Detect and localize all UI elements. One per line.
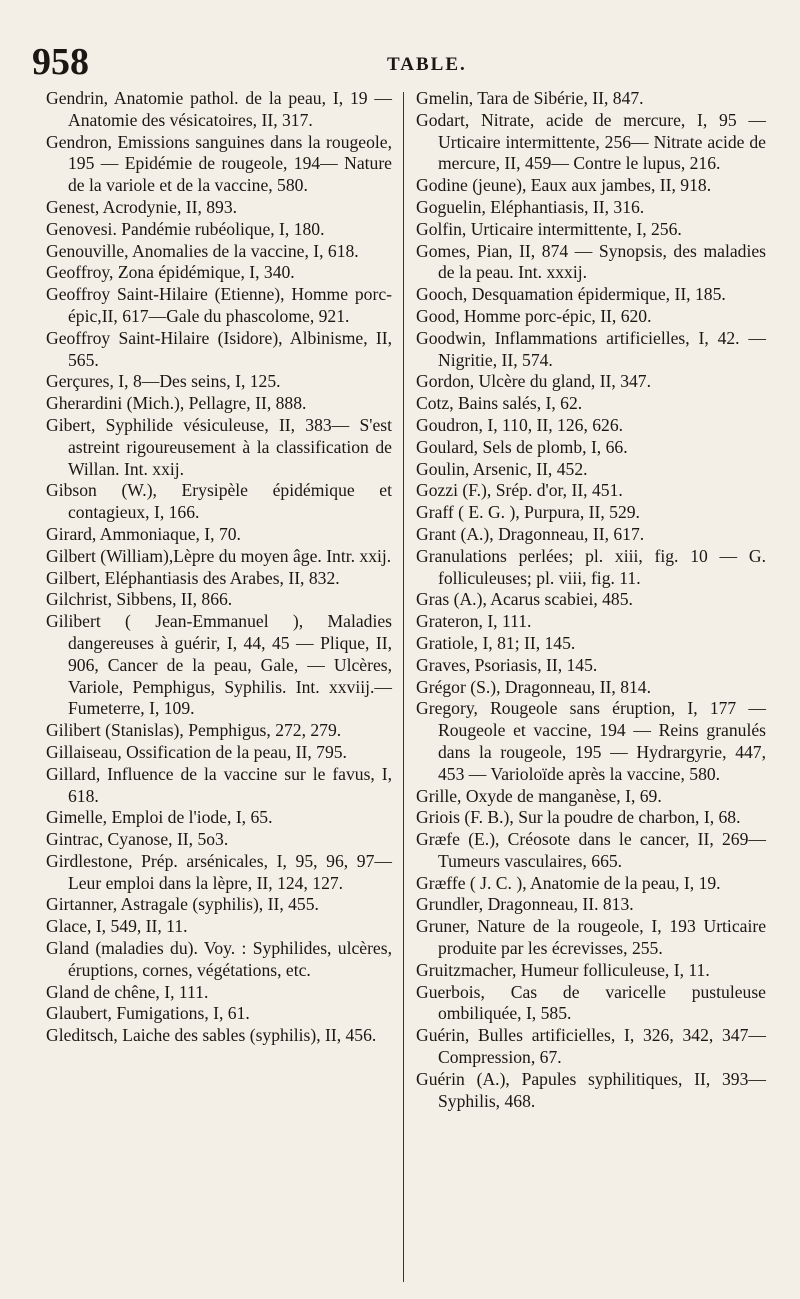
index-entry: Golfin, Urticaire intermittente, I, 256. — [416, 218, 682, 239]
index-entry: Gendron, Emissions sanguines dans la rougeole, 195 — Epidémie de rougeole, 194— Nature de la variole et de la vaccine, 580. — [46, 131, 392, 196]
index-entry: Grateron, I, 111. — [416, 611, 532, 632]
index-entry: Gooch, Desquamation épidermique, II, 185. — [416, 284, 726, 305]
index-entry: Gland de chêne, I, 111. — [46, 981, 209, 1002]
index-entry: Geoffroy, Zona épidémique, I, 340. — [46, 262, 295, 283]
index-entry: Goulin, Arsenic, II, 452. — [416, 458, 588, 479]
page-title: TABLE. — [387, 54, 467, 75]
index-entry: Græfe (E.), Créosote dans le cancer, II, 269—Tumeurs vasculaires, 665. — [416, 829, 766, 871]
index-entry: Genouville, Anomalies de la vaccine, I, 618. — [46, 240, 359, 261]
index-entry: Grundler, Dragonneau, II. 813. — [416, 894, 634, 915]
index-entry: Græffe ( J. C. ), Anatomie de la peau, I, 19. — [416, 872, 721, 893]
index-entry: Gras (A.), Acarus scabiei, 485. — [416, 589, 633, 610]
index-entry: Gintrac, Cyanose, II, 5o3. — [46, 829, 229, 850]
index-entry: Gilchrist, Sibbens, II, 866. — [46, 589, 233, 610]
index-entry: Grant (A.), Dragonneau, II, 617. — [416, 523, 645, 544]
left-column — [46, 88, 392, 1047]
index-entry: Gilibert (Stanislas), Pemphigus, 272, 279. — [46, 720, 342, 741]
index-entry: Glaubert, Fumigations, I, 61. — [46, 1003, 250, 1024]
index-entry: Genovesi. Pandémie rubéolique, I, 180. — [46, 218, 325, 239]
index-entry: Gibert, Syphilide vésiculeuse, II, 383— S'est astreint rigoureusement à la classification de Willan. Int. xxij. — [46, 414, 392, 479]
index-entry: Genest, Acrodynie, II, 893. — [46, 196, 238, 217]
index-entry: Gland (maladies du). Voy. : Syphilides, ulcères, éruptions, cornes, végétations, etc. — [46, 938, 392, 980]
index-entry: Gillard, Influence de la vaccine sur le favus, I, 618. — [46, 763, 392, 806]
index-entry: Girtanner, Astragale (syphilis), II, 455. — [46, 894, 319, 915]
right-column — [416, 88, 766, 1112]
index-entry: Griois (F. B.), Sur la poudre de charbon, I, 68. — [416, 807, 741, 828]
index-entry: Cotz, Bains salés, I, 62. — [416, 393, 583, 414]
index-entry: Girdlestone, Prép. arsénicales, I, 95, 96, 97—Leur emploi dans la lèpre, II, 124, 127. — [46, 850, 392, 893]
page-header — [32, 40, 772, 84]
index-entry: Gruner, Nature de la rougeole, I, 193 Urticaire produite par les écrevisses, 255. — [416, 916, 766, 959]
index-entry: Goguelin, Eléphantiasis, II, 316. — [416, 196, 645, 217]
index-entry: Gilibert ( Jean-Emmanuel ), Maladies dangereuses à guérir, I, 44, 45 — Plique, II, 906, Cancer de la peau, Gale, — Ulcères, Variole, Pemphigus, Syphilis. Int. xxviij.— Fumeterre, I, 109. — [46, 611, 392, 719]
index-entry: Gilbert (William),Lèpre du moyen âge. Intr. xxij. — [46, 545, 392, 566]
index-entry: Geoffroy Saint-Hilaire (Isidore), Albinisme, II, 565. — [46, 327, 392, 370]
index-entry: Gordon, Ulcère du gland, II, 347. — [416, 371, 652, 392]
index-entry: Gerçures, I, 8—Des seins, I, 125. — [46, 371, 281, 392]
column-divider — [403, 92, 404, 1282]
index-entry: Gmelin, Tara de Sibérie, II, 847. — [416, 88, 644, 108]
index-entry: Gimelle, Emploi de l'iode, I, 65. — [46, 807, 273, 828]
index-entry: Gendrin, Anatomie pathol. de la peau, I, 19 — Anatomie des vésicatoires, II, 317. — [46, 88, 392, 130]
index-entry: Good, Homme porc-épic, II, 620. — [416, 305, 652, 326]
index-entry: Grille, Oxyde de manganèse, I, 69. — [416, 785, 662, 806]
index-entry: Girard, Ammoniaque, I, 70. — [46, 523, 241, 544]
index-entry: Granulations perlées; pl. xiii, fig. 10 — G. folliculeuses; pl. viii, fig. 11. — [416, 545, 766, 588]
index-entry: Graves, Psoriasis, II, 145. — [416, 654, 598, 675]
index-entry: Gillaiseau, Ossification de la peau, II, 795. — [46, 741, 347, 762]
index-entry: Goudron, I, 110, II, 126, 626. — [416, 414, 624, 435]
index-entry: Gozzi (F.), Srép. d'or, II, 451. — [416, 480, 623, 501]
index-entry: Glace, I, 549, II, 11. — [46, 916, 188, 937]
index-entry: Gomes, Pian, II, 874 — Synopsis, des maladies de la peau. Int. xxxij. — [416, 240, 766, 283]
index-entry: Gilbert, Eléphantiasis des Arabes, II, 832. — [46, 567, 340, 588]
page-number: 958 — [32, 41, 89, 83]
index-entry: Guérin, Bulles artificielles, I, 326, 342, 347—Compression, 67. — [416, 1025, 766, 1068]
index-entry: Geoffroy Saint-Hilaire (Etienne), Homme porc-épic,II, 617—Gale du phascolome, 921. — [46, 284, 392, 326]
index-entry: Guérin (A.), Papules syphilitiques, II, 393—Syphilis, 468. — [416, 1068, 766, 1111]
index-entry: Gherardini (Mich.), Pellagre, II, 888. — [46, 393, 307, 414]
index-entry: Guerbois, Cas de varicelle pustuleuse ombiliquée, I, 585. — [416, 981, 766, 1024]
index-entry: Godine (jeune), Eaux aux jambes, II, 918. — [416, 175, 712, 196]
index-entry: Gleditsch, Laiche des sables (syphilis), II, 456. — [46, 1025, 377, 1046]
index-entry: Graff ( E. G. ), Purpura, II, 529. — [416, 502, 640, 523]
index-entry: Gregory, Rougeole sans éruption, I, 177 — Rougeole et vaccine, 194 — Reins granulés dans la rougeole, 195 — Hydrargyrie, 447, 453 — Varioloïde après la vaccine, 580. — [416, 698, 766, 784]
index-entry: Grégor (S.), Dragonneau, II, 814. — [416, 676, 651, 697]
index-entry: Goodwin, Inflammations artificielles, I, 42. —Nigritie, II, 574. — [416, 327, 766, 370]
index-entry: Goulard, Sels de plomb, I, 66. — [416, 436, 628, 457]
index-entry: Godart, Nitrate, acide de mercure, I, 95 — Urticaire intermittente, 256— Nitrate acide de mercure, II, 459— Contre le lupus, 216. — [416, 109, 766, 174]
index-entry: Gibson (W.), Erysipèle épidémique et contagieux, I, 166. — [46, 480, 392, 523]
index-entry: Gratiole, I, 81; II, 145. — [416, 632, 576, 653]
index-entry: Gruitzmacher, Humeur folliculeuse, I, 11. — [416, 959, 710, 980]
